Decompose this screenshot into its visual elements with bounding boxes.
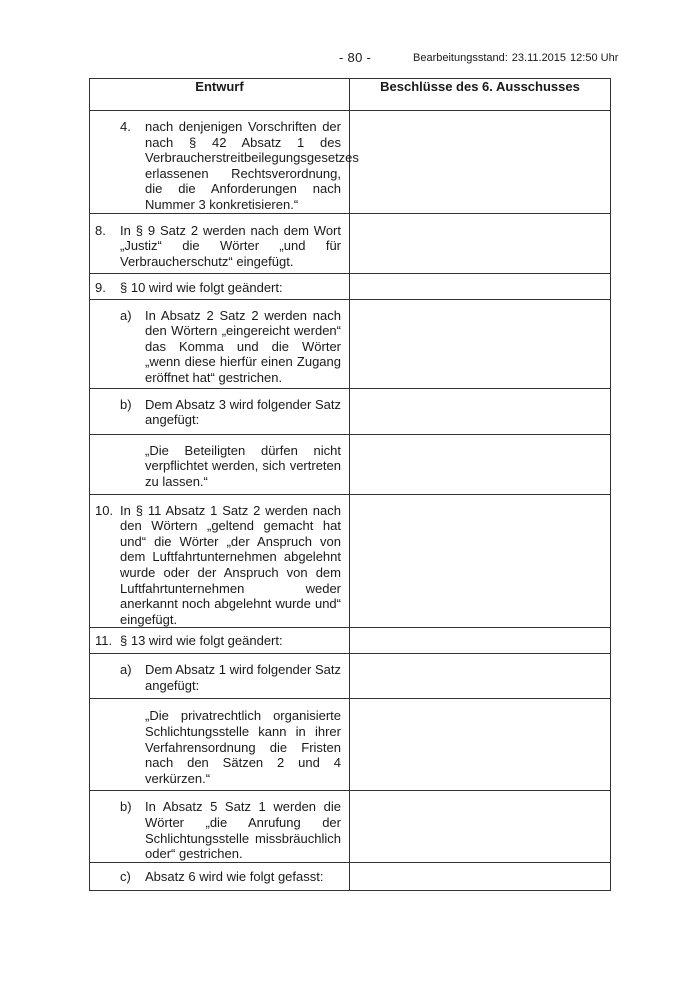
table-row xyxy=(90,654,611,699)
page-number: - 80 - xyxy=(339,50,372,65)
list-item xyxy=(120,868,341,885)
table-row xyxy=(90,388,611,434)
table-row xyxy=(90,862,611,890)
resolution-cell xyxy=(350,434,611,494)
table-row xyxy=(90,273,611,299)
list-item xyxy=(95,222,341,270)
resolution-cell xyxy=(350,862,611,890)
item-number: b) xyxy=(120,396,132,412)
resolution-cell xyxy=(350,213,611,273)
item-text: § 10 wird wie folgt geändert: xyxy=(120,279,283,295)
draft-cell xyxy=(90,213,350,273)
item-text: In § 9 Satz 2 werden nach dem Wort „Justiz“ die Wörter „und für Verbraucherschutz“ eingefügt. xyxy=(120,222,341,269)
resolution-cell xyxy=(350,299,611,388)
draft-cell xyxy=(90,791,350,862)
item-number: a) xyxy=(120,307,132,323)
item-text: nach denjenigen Vorschriften der nach § 42 Absatz 1 des Verbraucherstreitbeilegungsgesetzes erlassenen Rechtsverordnung, die die Anforderungen nach Nummer 3 konkretisieren.“ xyxy=(145,119,359,212)
list-item xyxy=(120,662,341,693)
draft-cell xyxy=(90,273,350,299)
resolution-cell xyxy=(350,111,611,214)
draft-cell xyxy=(90,654,350,699)
resolution-cell xyxy=(350,699,611,791)
table-row xyxy=(90,699,611,791)
item-text: Dem Absatz 1 wird folgender Satz angefügt: xyxy=(145,662,341,693)
draft-cell xyxy=(90,434,350,494)
resolution-cell xyxy=(350,628,611,654)
item-number: b) xyxy=(120,799,132,815)
page-header xyxy=(0,50,700,70)
list-item xyxy=(120,396,341,428)
edit-status xyxy=(413,52,622,64)
item-text: „Die privatrechtlich organisierte Schlichtungsstelle kann in ihrer Verfahrensordnung die Fristen nach den Sätzen 2 und 4 verkürzen.“ xyxy=(145,708,341,786)
draft-cell xyxy=(90,628,350,654)
table-row xyxy=(90,628,611,654)
column-header-draft: Entwurf xyxy=(90,79,350,111)
column-header-resolutions: Beschlüsse des 6. Ausschusses xyxy=(350,79,611,111)
synopsis-table xyxy=(89,78,611,891)
item-text: In Absatz 5 Satz 1 werden die Wörter „die Anrufung der Schlichtungsstelle missbräuchlich oder“ gestrichen. xyxy=(145,799,341,862)
resolution-cell xyxy=(350,791,611,862)
draft-cell xyxy=(90,862,350,890)
item-number: c) xyxy=(120,868,131,884)
resolution-cell xyxy=(350,654,611,699)
status-label: Bearbeitungsstand: xyxy=(413,52,508,64)
quoted-sentence xyxy=(145,708,341,786)
item-text: Absatz 6 wird wie folgt gefasst: xyxy=(145,868,324,884)
item-text: In Absatz 2 Satz 2 werden nach den Wörtern „eingereicht werden“ das Komma und die Wörter „wenn diese hierfür einen Zugang eröffnet hat“ gestrichen. xyxy=(145,307,341,385)
draft-cell xyxy=(90,494,350,628)
draft-cell xyxy=(90,388,350,434)
draft-cell xyxy=(90,111,359,214)
item-text: § 13 wird wie folgt geändert: xyxy=(120,633,283,649)
list-item xyxy=(120,799,341,862)
resolution-cell xyxy=(350,273,611,299)
item-number: 4. xyxy=(120,119,131,134)
item-text: In § 11 Absatz 1 Satz 2 werden nach den Wörtern „geltend gemacht hat und“ die Wörter „der Anspruch von dem Luftfahrtunternehmen abgelehnt wurde oder der Anspruch von dem Luftfahrtunternehmen weder anerkannt noch abgelehnt wurde und“ eingefügt. xyxy=(120,502,341,627)
list-item xyxy=(95,279,341,296)
list-item xyxy=(95,502,341,628)
table-row xyxy=(90,494,611,628)
resolution-cell xyxy=(350,388,611,434)
list-item xyxy=(120,119,359,213)
quoted-sentence xyxy=(145,443,341,490)
item-text: Dem Absatz 3 wird folgender Satz angefügt: xyxy=(145,396,341,428)
table-row xyxy=(90,791,611,862)
table-row xyxy=(90,213,611,273)
status-time: 12:50 Uhr xyxy=(570,52,619,64)
table-row xyxy=(90,299,611,388)
table-row xyxy=(90,111,611,214)
item-number: 11. xyxy=(95,633,113,649)
status-date: 23.11.2015 xyxy=(511,52,567,64)
item-number: 8. xyxy=(95,222,106,238)
item-number: 9. xyxy=(95,279,106,295)
list-item xyxy=(120,307,341,386)
list-item xyxy=(95,633,341,649)
draft-cell xyxy=(90,699,350,791)
resolution-cell xyxy=(350,494,611,628)
table-header-row xyxy=(90,79,611,111)
draft-cell xyxy=(90,299,350,388)
item-text: „Die Beteiligten dürfen nicht verpflichtet werden, sich vertreten zu lassen.“ xyxy=(145,442,341,489)
item-number: a) xyxy=(120,662,132,678)
item-number: 10. xyxy=(95,502,114,518)
table-row xyxy=(90,434,611,494)
